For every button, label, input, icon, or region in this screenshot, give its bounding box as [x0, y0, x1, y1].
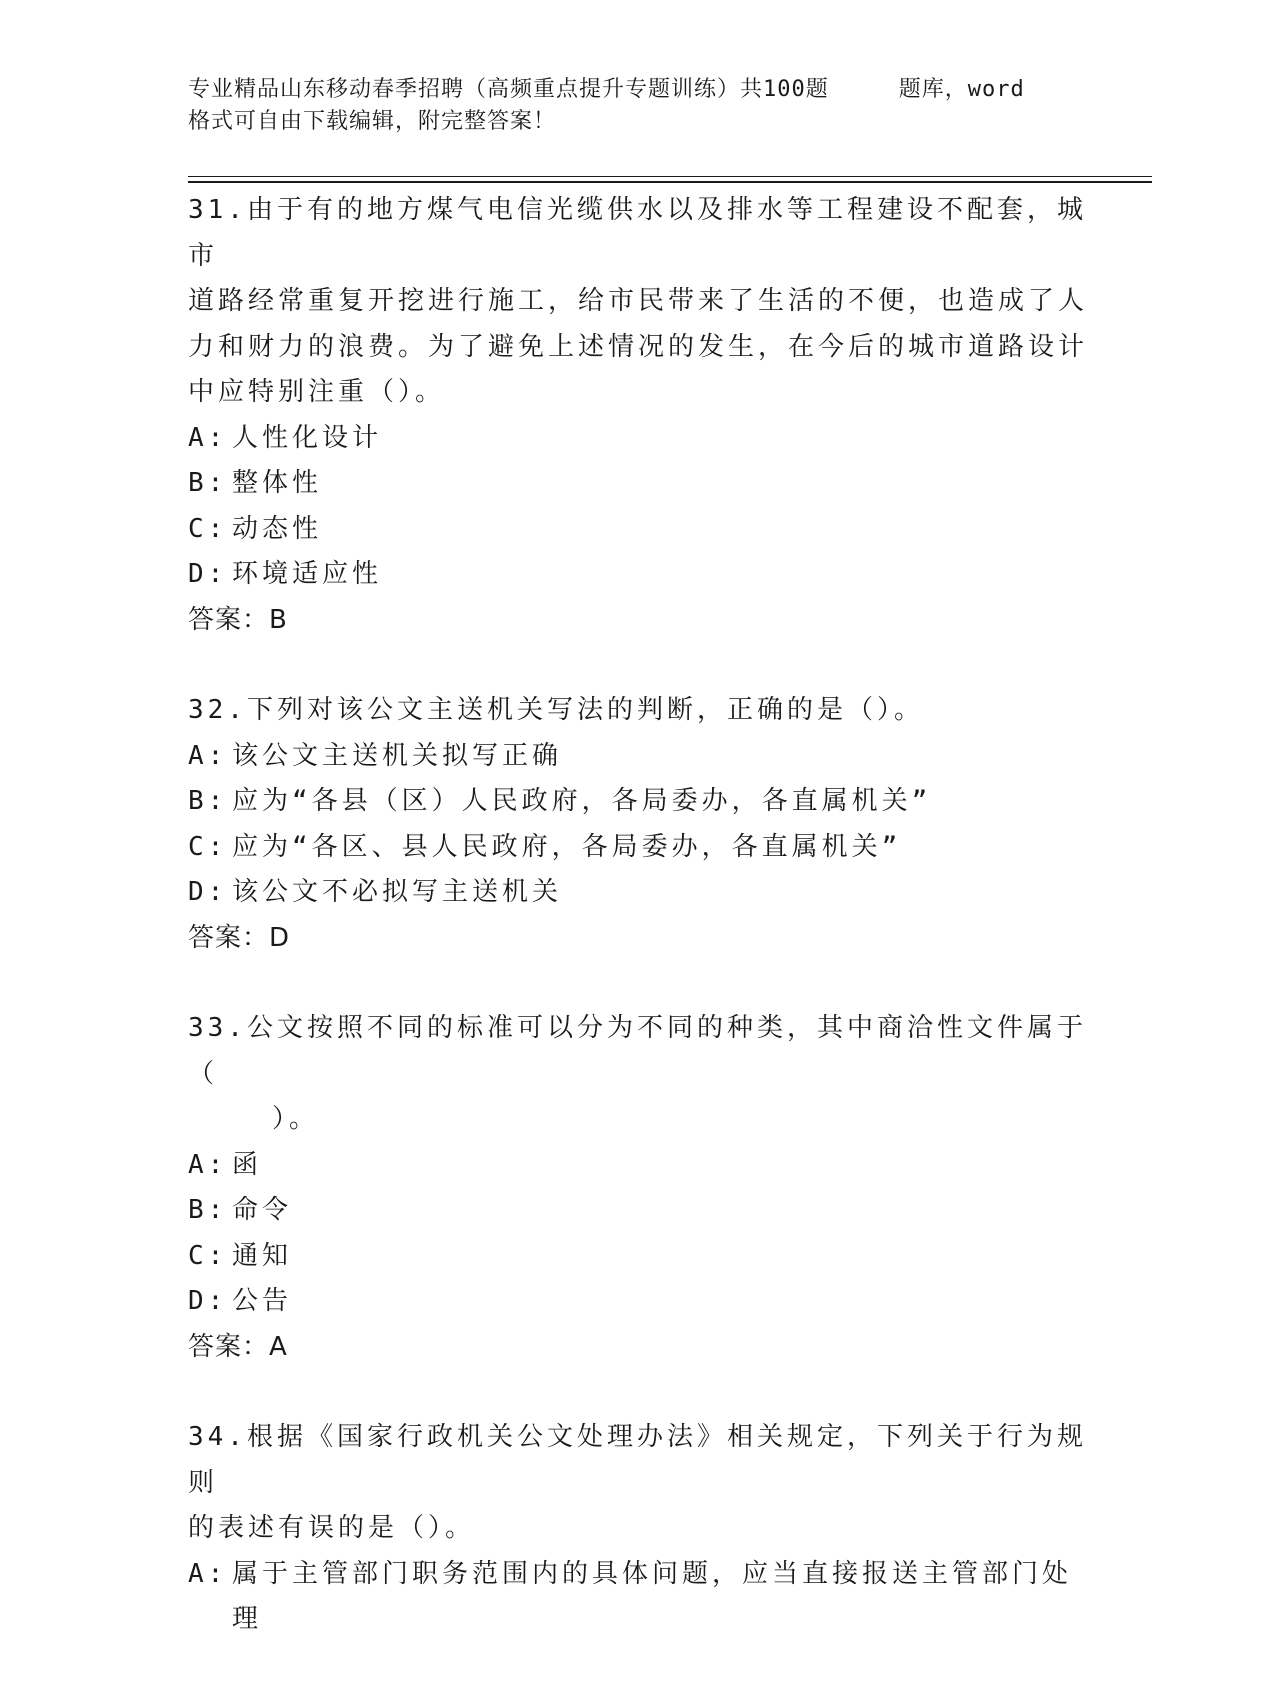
option-c [188, 1234, 1088, 1280]
question-33 [188, 1006, 1088, 1370]
question-line: 由于有的地方煤气电信光缆供水以及排水等工程建设不配套，城市 [188, 195, 1087, 271]
option-letter: A: [188, 1149, 228, 1180]
option-text: 人性化设计 [232, 422, 383, 453]
answer-line: 答案：D [188, 922, 291, 953]
option-text: 该公文主送机关拟写正确 [232, 740, 563, 771]
question-line: 力和财力的浪费。为了避免上述情况的发生，在今后的城市道路设计 [188, 331, 1089, 362]
header-line-2: 格式可自由下载编辑，附完整答案！ [188, 109, 557, 134]
option-b [188, 461, 1088, 507]
question-32 [188, 688, 1088, 961]
question-number: 34. [188, 1422, 247, 1452]
question-text [188, 1415, 1088, 1552]
option-a [188, 734, 1088, 780]
option-letter: B: [188, 1195, 228, 1225]
header-line-1 [188, 74, 1088, 106]
option-c [188, 825, 1088, 871]
header-title: 专业精品山东移动春季招聘（高频重点提升专题训练）共100题 [188, 77, 829, 102]
option-c [188, 507, 1088, 553]
question-text [188, 688, 1088, 734]
option-text: 通知 [232, 1240, 293, 1271]
option-text: 该公文不必拟写主送机关 [232, 877, 563, 907]
question-text [188, 1006, 1088, 1143]
option-letter: D: [188, 559, 228, 589]
answer-line: 答案：A [188, 1331, 288, 1362]
question-line: ）。 [272, 1104, 320, 1134]
option-text: 命令 [232, 1195, 293, 1225]
question-number: 33. [188, 1013, 247, 1043]
page-header [188, 74, 1088, 138]
question-number: 31. [188, 195, 247, 225]
question-number: 32. [188, 695, 247, 725]
option-letter: C: [188, 513, 228, 544]
option-text: 属于主管部门职务范围内的具体问题，应当直接报送主管部门处理 [232, 1558, 1073, 1634]
option-letter: B: [188, 468, 228, 498]
option-letter: A: [188, 740, 228, 771]
option-text: 动态性 [232, 513, 323, 544]
option-text: 应为“各区、县人民政府，各局委办，各直属机关” [232, 831, 902, 862]
question-list [188, 188, 1088, 1688]
option-a [188, 1552, 1088, 1643]
question-line: 道路经常重复开挖进行施工，给市民带来了生活的不便，也造成了人 [188, 286, 1089, 316]
answer-line: 答案：B [188, 604, 288, 635]
option-a [188, 1143, 1088, 1189]
question-34 [188, 1415, 1088, 1643]
option-letter: B: [188, 786, 228, 816]
header-divider-thin [188, 176, 1152, 177]
question-line: 的表述有误的是（）。 [188, 1513, 476, 1543]
option-text: 公告 [232, 1286, 293, 1316]
question-text [188, 188, 1088, 416]
question-31 [188, 188, 1088, 643]
question-line: 根据《国家行政机关公文处理办法》相关规定，下列关于行为规则 [188, 1422, 1087, 1498]
question-line: 公文按照不同的标准可以分为不同的种类，其中商洽性文件属于（ [188, 1013, 1087, 1089]
option-text: 函 [232, 1149, 263, 1180]
option-text: 整体性 [232, 468, 323, 498]
option-b [188, 1188, 1088, 1234]
option-letter: D: [188, 877, 228, 907]
option-text: 应为“各县（区）人民政府，各局委办，各直属机关” [232, 786, 932, 816]
option-text: 环境适应性 [232, 559, 383, 589]
option-d [188, 1279, 1088, 1325]
option-d [188, 870, 1088, 916]
header-divider-thick [188, 181, 1152, 183]
option-letter: C: [188, 1240, 228, 1271]
option-b [188, 779, 1088, 825]
question-line: 中应特别注重（）。 [188, 377, 446, 407]
option-letter: D: [188, 1286, 228, 1316]
option-letter: A: [188, 422, 228, 453]
header-title-continued: 题库，word [898, 77, 1025, 102]
option-d [188, 552, 1088, 598]
question-line: 下列对该公文主送机关写法的判断，正确的是（）。 [246, 695, 924, 725]
option-letter: A: [188, 1558, 228, 1589]
option-letter: C: [188, 831, 228, 862]
option-a [188, 416, 1088, 462]
